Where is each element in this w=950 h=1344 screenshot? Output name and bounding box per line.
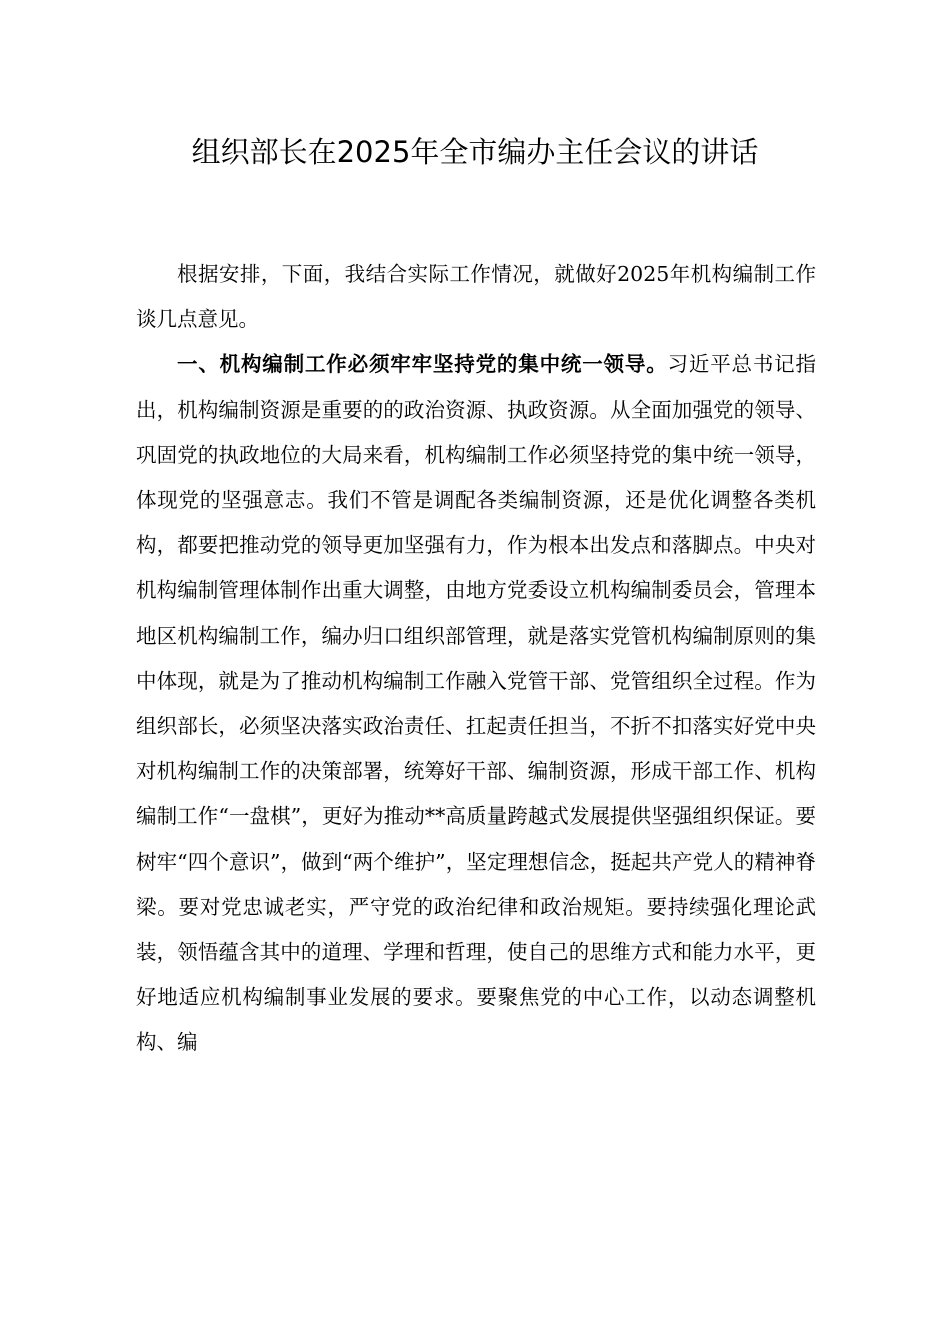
intro-paragraph-text: 根据安排，下面，我结合实际工作情况，就做好2025年机构编制工作谈几点意见。 bbox=[136, 262, 816, 332]
section-one-heading: 一、机构编制工作必须牢牢坚持党的集中统一领导。 bbox=[177, 352, 668, 377]
document-body bbox=[136, 252, 816, 1066]
section-one-paragraph bbox=[136, 342, 816, 1065]
intro-paragraph bbox=[136, 252, 816, 342]
section-one-text: 习近平总书记指出，机构编制资源是重要的的政治资源、执政资源。从全面加强党的领导、巩固党的执政地位的大局来看，机构编制工作必须坚持党的集中统一领导，体现党的坚强意志。我们不管是调配各类编制资源，还是优化调整各类机构，都要把推动党的领导更加坚强有力，作为根本出发点和落脚点。中央对机构编制管理体制作出重大调整，由地方党委设立机构编制委员会，管理本地区机构编制工作，编办归口组织部管理，就是落实党管机构编制原则的集中体现，就是为了推动机构编制工作融入党管干部、党管组织全过程。作为组织部长，必须坚决落实政治责任、扛起责任担当，不折不扣落实好党中央对机构编制工作的决策部署，统筹好干部、编制资源，形成干部工作、机构编制工作“一盘棋”，更好为推动**高质量跨越式发展提供坚强组织保证。要树牢“四个意识”，做到“两个维护”，坚定理想信念，挺起共产党人的精神脊梁。要对党忠诚老实，严守党的政治纪律和政治规矩。要持续强化理论武装，领悟蕴含其中的道理、学理和哲理，使自己的思维方式和能力水平，更好地适应机构编制事业发展的要求。要聚焦党的中心工作，以动态调整机构、编 bbox=[136, 352, 817, 1055]
document-title: 组织部长在2025年全市编办主任会议的讲话 bbox=[191, 135, 759, 169]
